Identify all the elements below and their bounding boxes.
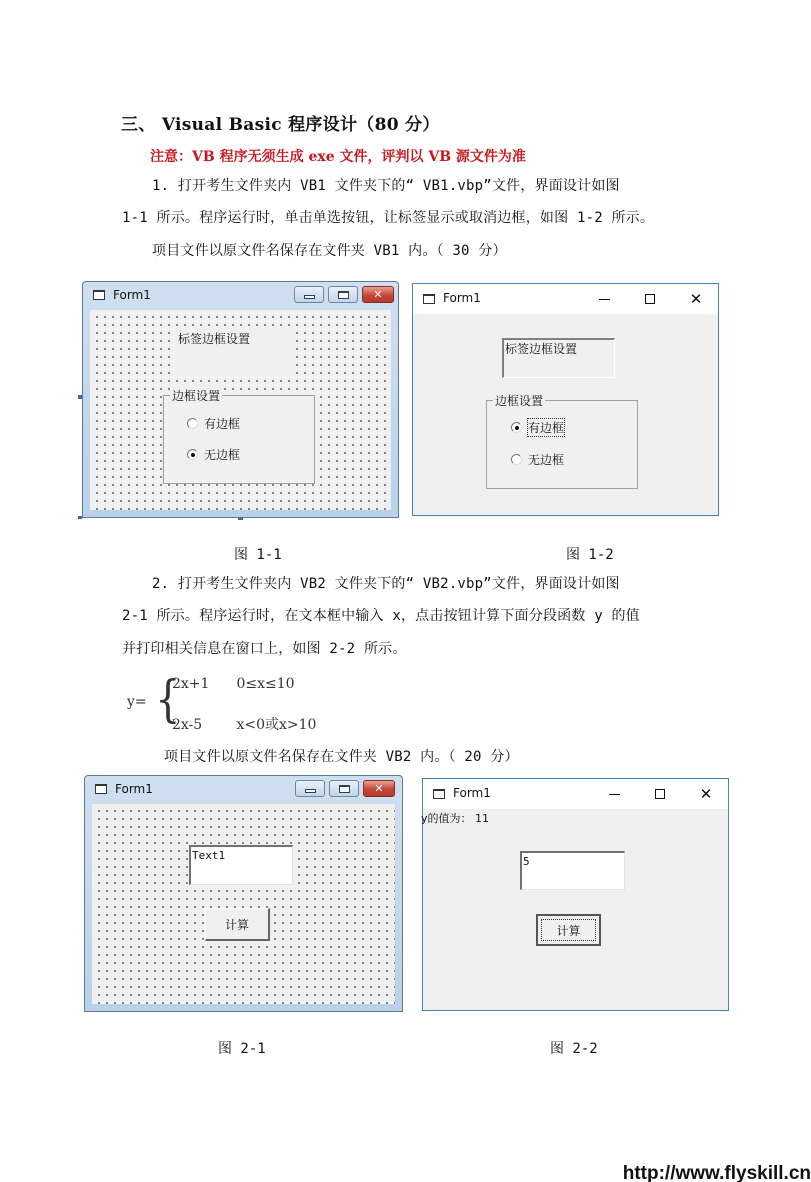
q1-line1: 1. 打开考生文件夹内 VB1 文件夹下的“ VB1.vbp”文件，界面设计如图 bbox=[152, 178, 620, 194]
q1-line3: 项目文件以原文件名保存在文件夹 VB1 内。（ 30 分） bbox=[152, 243, 507, 259]
border-frame bbox=[163, 389, 315, 484]
maximize-button[interactable] bbox=[637, 779, 683, 809]
form-icon bbox=[95, 784, 107, 794]
minimize-icon bbox=[599, 299, 610, 300]
maximize-button[interactable] bbox=[328, 286, 358, 303]
window-title: Form1 bbox=[453, 786, 491, 800]
window-title: Form1 bbox=[115, 782, 153, 796]
form-design-grid bbox=[92, 804, 395, 1004]
minimize-button[interactable] bbox=[581, 284, 627, 314]
printed-result: y的值为： 11 bbox=[421, 812, 490, 825]
resize-handle[interactable] bbox=[78, 516, 82, 519]
formula-case-2: 2x-5 x<0或x>10 bbox=[172, 717, 317, 733]
border-frame bbox=[486, 394, 638, 489]
title-bar bbox=[85, 776, 402, 804]
fig1-1-window bbox=[82, 281, 399, 518]
close-icon: ✕ bbox=[373, 288, 383, 301]
close-button[interactable] bbox=[673, 284, 719, 314]
brace-icon: { bbox=[155, 670, 181, 728]
minimize-button[interactable] bbox=[295, 780, 325, 797]
fig2-1-caption: 图 2-1 bbox=[218, 1041, 266, 1057]
q2-line4: 项目文件以原文件名保存在文件夹 VB2 内。（ 20 分） bbox=[164, 749, 519, 765]
border-label[interactable]: 标签边框设置 bbox=[176, 328, 290, 376]
maximize-icon bbox=[655, 789, 665, 799]
footer-url[interactable]: http://www.flyskill.cn bbox=[622, 1163, 811, 1182]
form-icon bbox=[423, 294, 435, 304]
frame-caption: 边框设置 bbox=[172, 389, 221, 403]
formula-lhs: y= bbox=[127, 694, 147, 710]
maximize-icon bbox=[338, 291, 349, 299]
calculate-button[interactable]: 计算 bbox=[536, 914, 601, 946]
title-bar bbox=[413, 284, 718, 314]
fig2-2-caption: 图 2-2 bbox=[550, 1041, 598, 1057]
radio-with-border[interactable]: 有边框 bbox=[187, 415, 240, 432]
window-title: Form1 bbox=[113, 288, 151, 302]
q1-line2: 1-1 所示。程序运行时，单击单选按钮，让标签显示或取消边框，如图 1-2 所示。 bbox=[122, 210, 655, 226]
piecewise-formula bbox=[127, 672, 327, 738]
resize-handle[interactable] bbox=[238, 517, 243, 520]
fig2-2-window bbox=[422, 778, 729, 1011]
calculate-button[interactable]: 计算 bbox=[205, 908, 270, 941]
window-title: Form1 bbox=[443, 291, 481, 305]
close-icon: ✕ bbox=[689, 290, 703, 308]
minimize-button[interactable] bbox=[294, 286, 324, 303]
fig1-2-window bbox=[412, 283, 719, 516]
close-icon: ✕ bbox=[374, 782, 384, 795]
close-button[interactable] bbox=[683, 779, 729, 809]
resize-handle[interactable] bbox=[78, 395, 82, 399]
maximize-button[interactable] bbox=[329, 780, 359, 797]
radio-checked-icon bbox=[511, 422, 522, 433]
close-button[interactable] bbox=[362, 286, 394, 303]
minimize-icon bbox=[304, 295, 315, 299]
radio-icon bbox=[511, 454, 522, 465]
frame-caption: 边框设置 bbox=[495, 394, 544, 408]
minimize-icon bbox=[609, 794, 620, 795]
fig2-1-window bbox=[84, 775, 403, 1012]
minimize-button[interactable] bbox=[591, 779, 637, 809]
title-bar bbox=[83, 282, 398, 310]
form-icon bbox=[93, 290, 105, 300]
notice-text: 注意：VB 程序无须生成 exe 文件，评判以 VB 源文件为准 bbox=[150, 149, 526, 165]
formula-case-1: 2x+1 0≤x≤10 bbox=[172, 676, 295, 692]
maximize-icon bbox=[645, 294, 655, 304]
form-icon bbox=[433, 789, 445, 799]
radio-no-border[interactable]: 无边框 bbox=[511, 451, 564, 468]
input-textbox[interactable]: 5 bbox=[520, 851, 625, 890]
input-textbox[interactable]: Text1 bbox=[189, 845, 293, 885]
radio-checked-icon bbox=[187, 449, 198, 460]
maximize-button[interactable] bbox=[627, 284, 673, 314]
form-design-grid bbox=[90, 310, 391, 510]
fig1-2-caption: 图 1-2 bbox=[566, 547, 614, 563]
radio-no-border[interactable]: 无边框 bbox=[187, 446, 240, 463]
q2-line2: 2-1 所示。程序运行时，在文本框中输入 x，点击按钮计算下面分段函数 y 的值 bbox=[122, 608, 640, 624]
radio-with-border[interactable]: 有边框 bbox=[511, 419, 564, 436]
close-button[interactable] bbox=[363, 780, 395, 797]
close-icon: ✕ bbox=[699, 785, 713, 803]
section-title: 三、 Visual Basic 程序设计（80 分） bbox=[121, 115, 440, 135]
title-bar bbox=[423, 779, 728, 809]
border-label[interactable]: 标签边框设置 bbox=[502, 338, 615, 378]
fig1-1-caption: 图 1-1 bbox=[234, 547, 282, 563]
minimize-icon bbox=[305, 789, 316, 793]
maximize-icon bbox=[339, 785, 350, 793]
q2-line1: 2. 打开考生文件夹内 VB2 文件夹下的“ VB2.vbp”文件，界面设计如图 bbox=[152, 576, 620, 592]
focus-rect bbox=[541, 919, 596, 941]
radio-icon bbox=[187, 418, 198, 429]
q2-line3: 并打印相关信息在窗口上，如图 2-2 所示。 bbox=[122, 641, 407, 657]
